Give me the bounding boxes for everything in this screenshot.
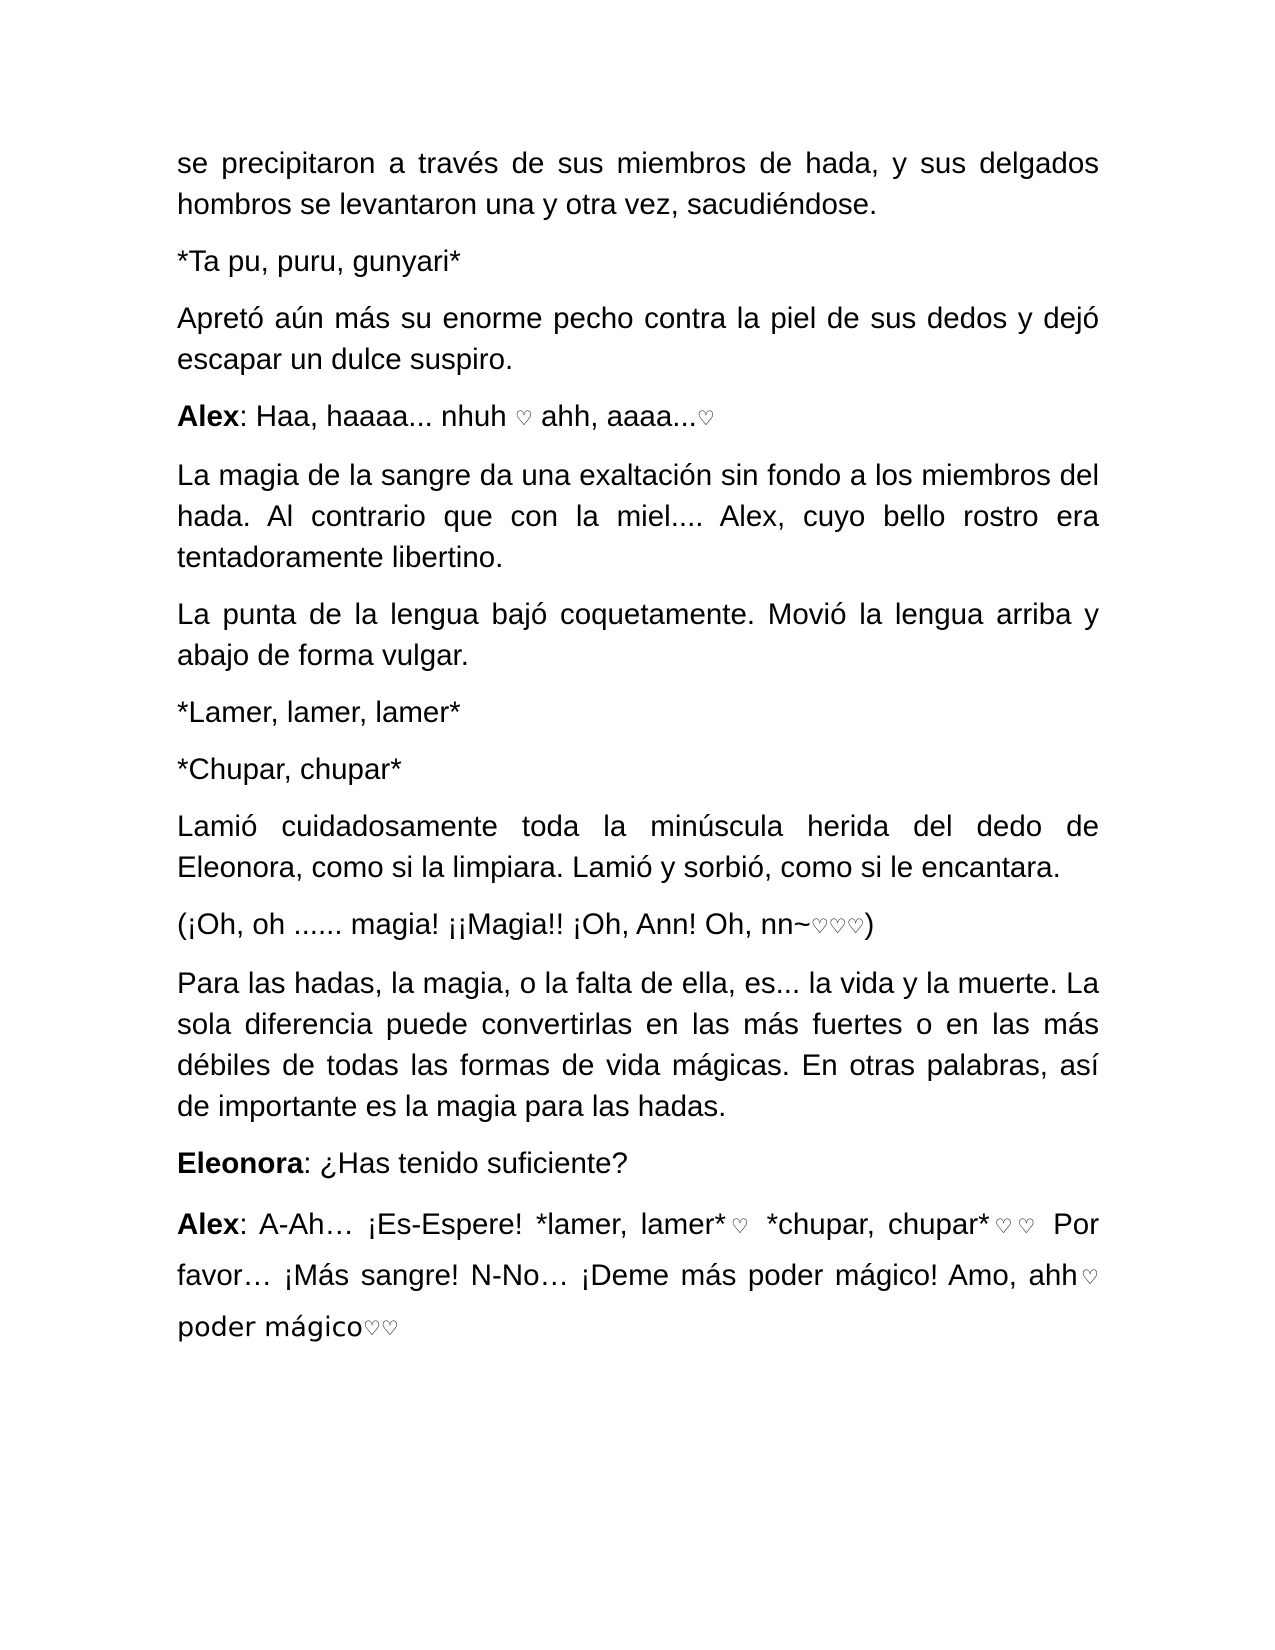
sound-effect-1: *Ta pu, puru, gunyari* xyxy=(177,245,461,278)
dialogue-text: *chupar, chupar* xyxy=(753,1208,990,1241)
dialogue-text: Por favor… ¡Más sangre! N-No… ¡Deme más poder mágico! Amo, ahh xyxy=(177,1208,1100,1292)
dialogue-eleonora xyxy=(177,1143,1099,1184)
dialogue-alex-2 xyxy=(177,1200,1099,1353)
dialogue-text: : ¿Has tenido suficiente? xyxy=(303,1147,628,1180)
dialogue-text: : Haa, haaaa... nhuh xyxy=(239,400,515,433)
thought-text: (¡Oh, oh ...... magia! ¡¡Magia!! ¡Oh, Ann! Oh, nn~ xyxy=(177,908,811,941)
paragraph-2: Apretó aún más su enorme pecho contra la piel de sus dedos y dejó escapar un dulce suspiro. xyxy=(177,302,1099,376)
heart-icon: ♡ xyxy=(514,406,533,430)
paragraph-3: La magia de la sangre da una exaltación sin fondo a los miembros del hada. Al contrario que con la miel.... Alex, cuyo bello rostro era tentadoramente libertino. xyxy=(177,459,1099,574)
sound-effect-2: *Lamer, lamer, lamer* xyxy=(177,696,461,729)
speaker-name: Eleonora xyxy=(177,1147,304,1180)
dialogue-text: ahh, aaaa... xyxy=(532,400,697,433)
heart-icon: ♡♡ xyxy=(362,1316,399,1340)
dialogue-text: poder mágico xyxy=(177,1312,363,1343)
paragraph-6: Para las hadas, la magia, o la falta de ella, es... la vida y la muerte. La sola diferencia puede convertirlas en las más fuertes o en las más débiles de todas las formas de vida mágicas. En otras palabras, así de importante es la magia para las hadas. xyxy=(177,967,1099,1123)
heart-icon: ♡ xyxy=(696,406,715,430)
heart-icon: ♡ xyxy=(1077,1265,1099,1289)
speaker-name: Alex xyxy=(177,400,240,433)
speaker-name: Alex xyxy=(177,1208,240,1241)
paragraph-4: La punta de la lengua bajó coquetamente. Movió la lengua arriba y abajo de forma vulgar. xyxy=(177,598,1099,672)
heart-icon: ♡ xyxy=(725,1214,754,1238)
heart-icon: ♡♡♡ xyxy=(810,914,865,938)
paragraph-1: se precipitaron a través de sus miembros de hada, y sus delgados hombros se levantaron una y otra vez, sacudiéndose. xyxy=(177,147,1099,221)
dialogue-alex-1 xyxy=(177,396,1099,439)
heart-icon: ♡♡ xyxy=(989,1214,1041,1238)
sound-effect-3: *Chupar, chupar* xyxy=(177,753,402,786)
paragraph-5: Lamió cuidadosamente toda la minúscula herida del dedo de Eleonora, como si la limpiara. Lamió y sorbió, como si le encantara. xyxy=(177,810,1099,884)
thought-text: ) xyxy=(864,908,875,941)
document-page xyxy=(177,143,1099,1369)
inner-thought xyxy=(177,904,1099,947)
dialogue-text: : A-Ah… ¡Es-Espere! *lamer, lamer* xyxy=(239,1208,726,1241)
